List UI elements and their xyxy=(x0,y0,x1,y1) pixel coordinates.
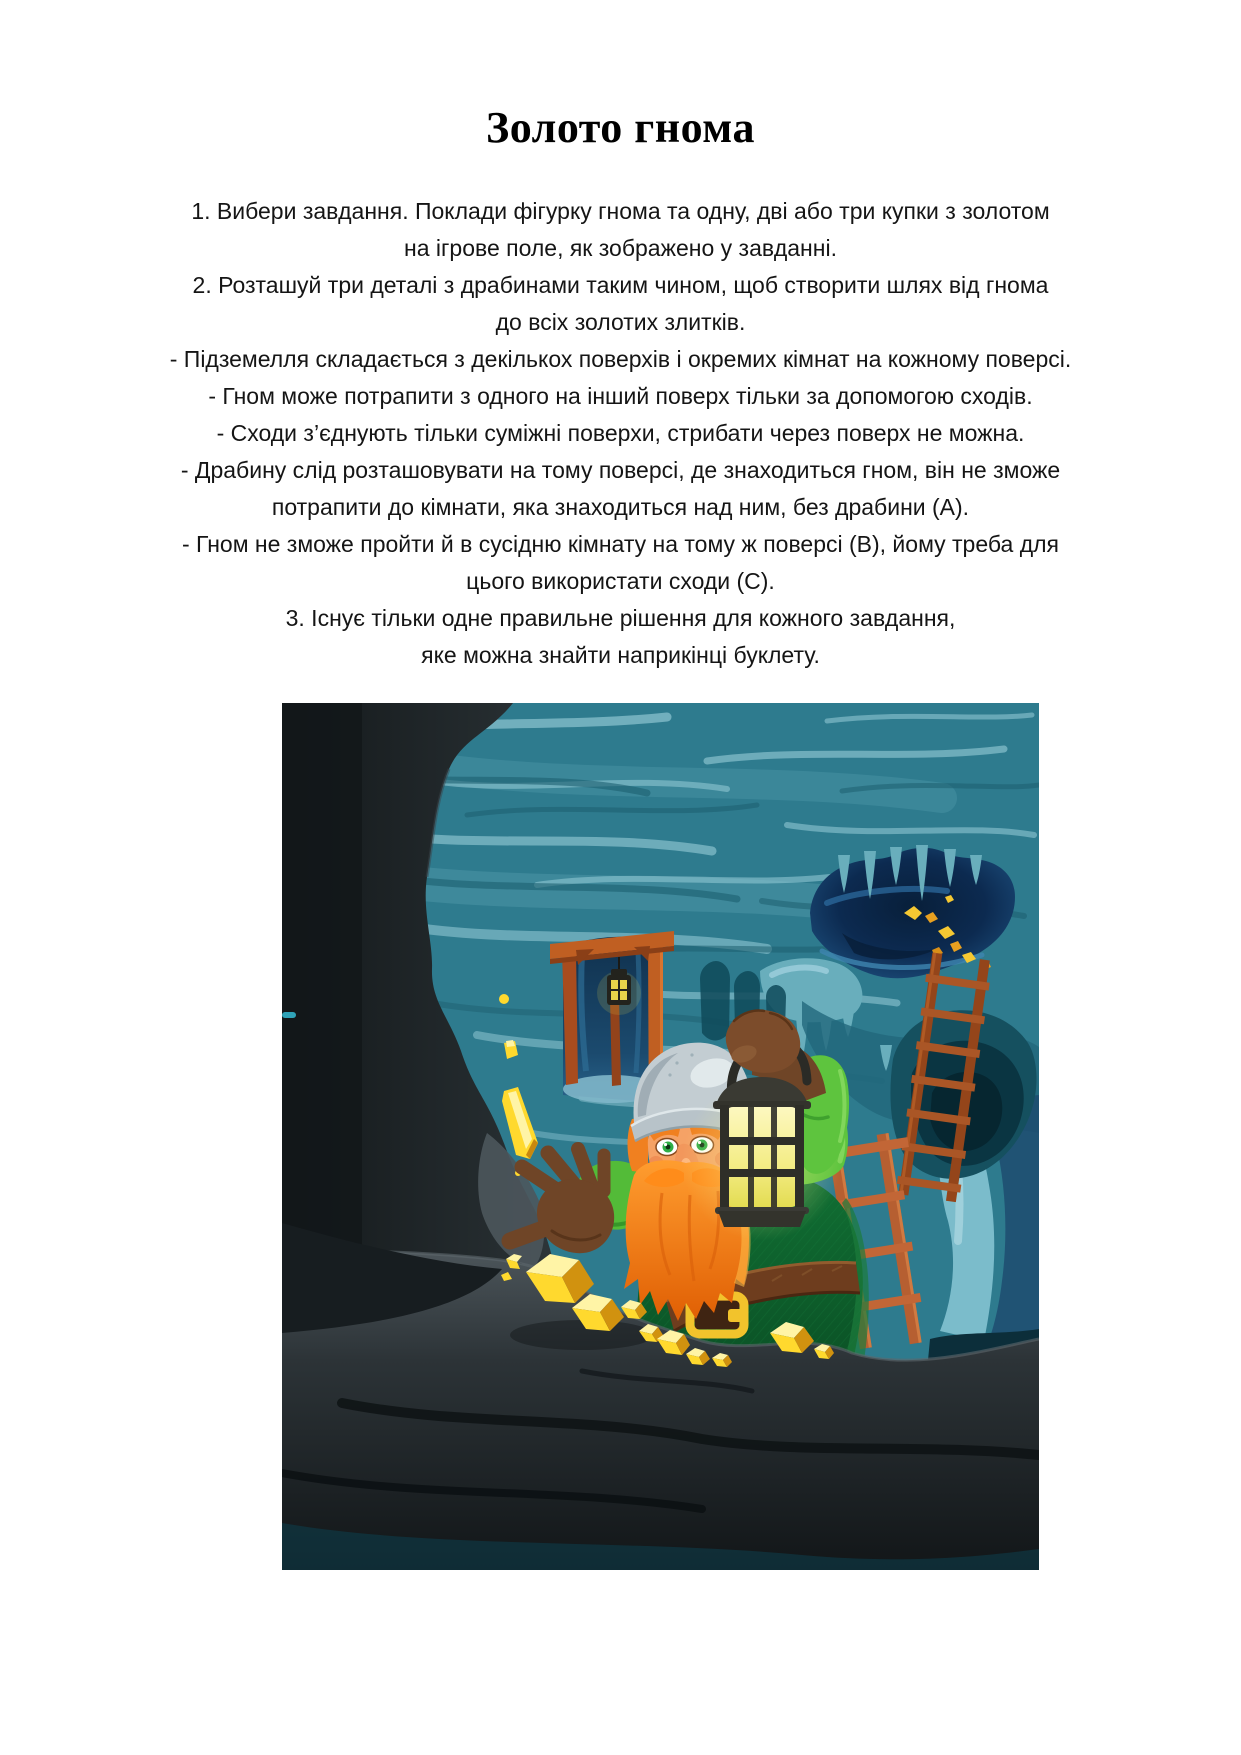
instruction-line: - Гном може потрапити з одного на інший поверх тільки за допомогою сходів. xyxy=(208,383,1033,409)
instruction-line: - Підземелля складається з декількох поверхів і окремих кімнат на кожному поверсі. xyxy=(169,346,1072,372)
instruction-line: 2. Розташуй три деталі з драбинами таким чином, щоб створити шлях від гнома xyxy=(192,272,1049,298)
instruction-line: - Сходи з’єднують тільки суміжні поверхи, стрибати через поверх не можна. xyxy=(216,420,1025,446)
page-title: Золото гнома xyxy=(486,103,755,152)
instruction-line: потрапити до кімнати, яка знаходиться над ним, без драбини (А). xyxy=(271,494,970,520)
instruction-line: до всіх золотих злитків. xyxy=(495,309,746,335)
instruction-line: 1. Вибери завдання. Поклади фігурку гнома та одну, дві або три купки з золотом xyxy=(191,198,1050,224)
cave-illustration xyxy=(282,703,1039,1570)
instructions xyxy=(120,193,1121,674)
wall-glint xyxy=(282,1012,296,1018)
instruction-line: - Драбину слід розташовувати на тому поверсі, де знаходиться гном, він не зможе xyxy=(180,457,1061,483)
instruction-line: на ігрове поле, як зображено у завданні. xyxy=(404,235,837,261)
instruction-line: цього використати сходи (С). xyxy=(466,568,775,594)
instruction-line: - Гном не зможе пройти й в сусідню кімнату на тому ж поверсі (В), йому треба для xyxy=(181,531,1060,557)
instruction-line: 3. Існує тільки одне правильне рішення для кожного завдання, xyxy=(285,605,956,631)
instruction-line: яке можна знайти наприкінці буклету. xyxy=(421,642,820,668)
